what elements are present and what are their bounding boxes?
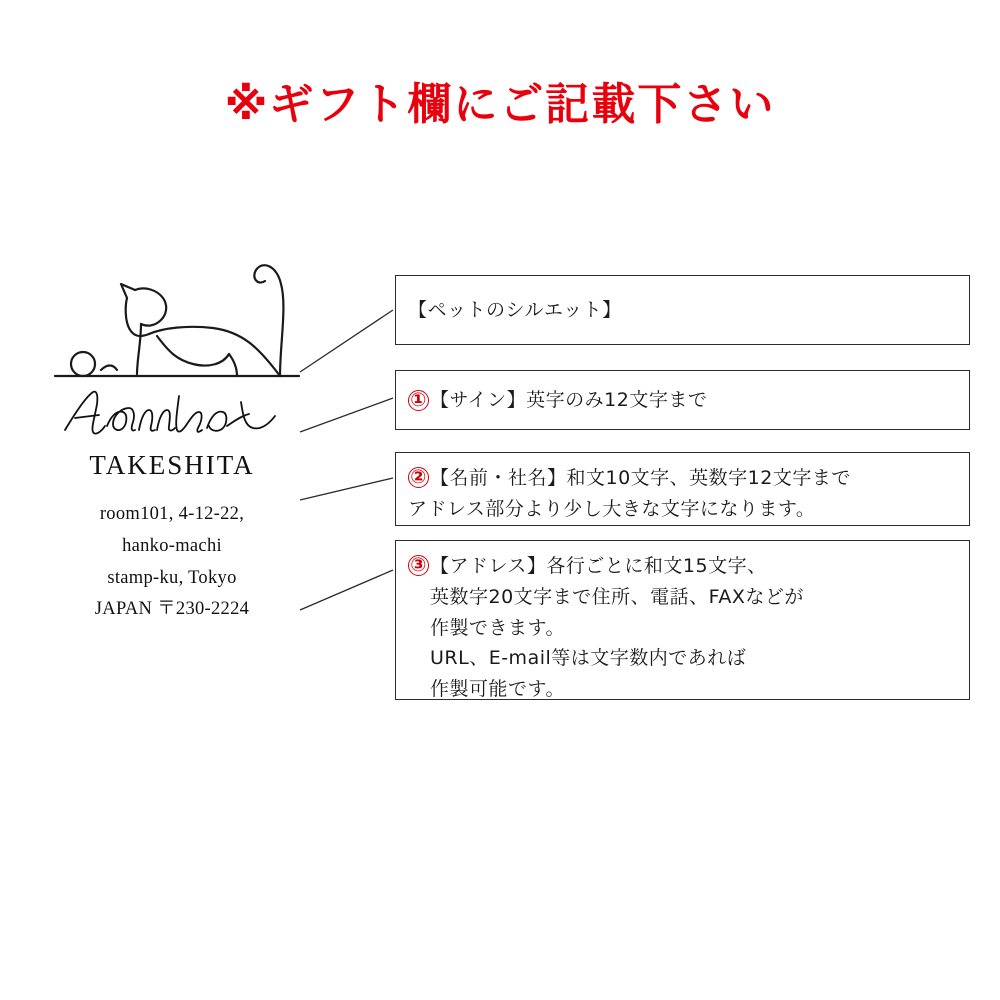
callout-signature: [395, 370, 970, 430]
callout-number: ①: [408, 390, 429, 411]
address-line: JAPAN 〒230-2224: [94, 599, 250, 620]
signature-script: [57, 382, 287, 444]
callout-text: 作製可能です。: [430, 678, 565, 701]
cat-silhouette-icon: [37, 248, 307, 388]
address-line: stamp-ku, Tokyo: [107, 567, 237, 588]
callout-number: ②: [408, 467, 429, 488]
callout-address: [395, 540, 970, 700]
callout-text: アドレス部分より少し大きな文字になります。: [408, 497, 816, 520]
callout-text: 英数字20文字まで住所、電話、FAXなどが: [430, 585, 804, 608]
callout-text: 作製できます。: [430, 616, 565, 639]
sample-signature: [22, 382, 322, 444]
callout-text: 【アドレス】各行ごとに和文15文字、: [430, 555, 767, 577]
callout-text: 【ペットのシルエット】: [408, 298, 622, 321]
callout-text: URL、E-mail等は文字数内であれば: [430, 647, 747, 670]
callout-pet-silhouette: [395, 275, 970, 345]
sample-company-name: TAKESHITA: [89, 450, 255, 480]
address-line: room101, 4-12-22,: [99, 504, 245, 524]
callout-name-company: [395, 452, 970, 526]
address-line: hanko-machi: [122, 535, 222, 556]
callout-number: ③: [408, 555, 429, 576]
sample-preview: [22, 248, 322, 626]
callout-text: 【サイン】英字のみ12文字まで: [430, 388, 708, 411]
page-title: ※ギフト欄にご記載下さい: [224, 79, 776, 130]
callout-text: 【名前・社名】和文10文字、英数字12文字まで: [430, 467, 851, 489]
sample-address: [22, 499, 322, 626]
